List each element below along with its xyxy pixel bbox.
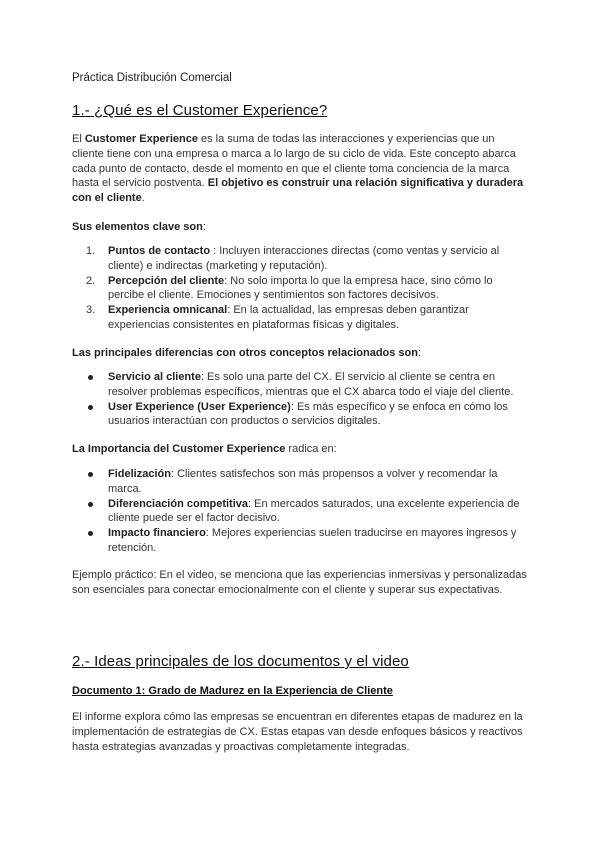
list-text: : En la actualidad, las empresas deben garantizar experiencias consistentes en plataformas físicas y digitales.: [108, 304, 469, 331]
intro-text-3: .: [141, 192, 145, 205]
list-term: Experiencia omnicanal: [108, 304, 228, 317]
section-2-title: 2.- Ideas principales de los documentos y el video: [72, 653, 409, 670]
bullet-icon: [88, 375, 93, 380]
list-item: [72, 526, 528, 556]
list-item: [72, 274, 528, 304]
differences-list: [72, 370, 528, 429]
list-item: [72, 303, 528, 333]
list-text: : En mercados saturados, una excelente experiencia de cliente puede ser el factor decisivo.: [108, 497, 520, 525]
importance-heading: [72, 442, 528, 457]
list-item: [72, 467, 528, 497]
intro-text-2: es la suma de todas las interacciones y experiencias que un cliente tiene con una empresa o marca a lo largo de su ciclo de vida. Este concepto abarca cada punto de contacto, desde el momento en que el cliente toma conciencia de la marca hasta el servicio postventa.: [72, 133, 516, 190]
list-term: Fidelización: [108, 468, 171, 480]
list-number: 1.: [86, 245, 96, 257]
practical-example: Ejemplo práctico: En el video, se menciona que las experiencias inmersivas y personalizadas son esenciales para conectar emocionalmente con el cliente y superar sus expectativas.: [72, 569, 527, 596]
list-term: Puntos de contacto: [108, 245, 211, 257]
list-item: [72, 370, 528, 400]
list-item: [72, 497, 528, 527]
bullet-icon: [88, 502, 93, 507]
bullet-icon: [88, 531, 93, 536]
elements-list: [72, 244, 528, 333]
list-term: Diferenciación competitiva: [108, 497, 248, 510]
intro-bold-objective: El objetivo es construir una relación significativa y duradera con el cliente: [72, 177, 524, 205]
differences-heading-colon: :: [418, 347, 422, 359]
intro-text-1: El: [72, 133, 85, 145]
document-1-title: Documento 1: Grado de Madurez en la Experiencia de Cliente: [72, 685, 393, 697]
list-text: : Incluyen interacciones directas (como ventas y servicio al cliente) e indirectas (marketing y reputación).: [108, 245, 500, 272]
list-item: [72, 400, 528, 430]
bullet-icon: [88, 405, 93, 410]
elements-heading: [72, 220, 528, 235]
elements-heading-colon: :: [202, 221, 206, 233]
list-text: : Clientes satisfechos son más propensos a volver y recomendar la marca.: [108, 468, 498, 495]
list-text: : Es más específico y se enfoca en cómo los usuarios interactúan con productos o servicios digitales.: [108, 400, 508, 428]
list-text: : No solo importa lo que la empresa hace, sino cómo lo percibe el cliente. Emociones y sentimientos son factores decisivos.: [108, 274, 493, 302]
section-1-intro: [72, 132, 528, 206]
bullet-icon: [88, 472, 93, 477]
document-header: Práctica Distribución Comercial: [72, 72, 232, 84]
list-text: : Mejores experiencias suelen traducirse en mayores ingresos y retención.: [108, 527, 517, 554]
elements-heading-text: Sus elementos clave son: [72, 221, 203, 233]
list-item: [72, 244, 528, 274]
list-term: Servicio al cliente: [108, 371, 201, 383]
intro-bold-term: Customer Experience: [84, 133, 198, 145]
list-number: 3.: [86, 304, 96, 317]
section-1-title: 1.- ¿Qué es el Customer Experience?: [72, 102, 328, 119]
list-term: User Experience (User Experience): [108, 400, 291, 413]
importance-heading-rest: radica en:: [285, 443, 337, 455]
list-term: Percepción del cliente: [108, 274, 225, 287]
list-number: 2.: [86, 274, 96, 287]
differences-heading-text: Las principales diferencias con otros conceptos relacionados son: [72, 347, 418, 359]
importance-heading-text: La Importancia del Customer Experience: [72, 443, 286, 455]
differences-heading: [72, 346, 528, 361]
document-1-text: El informe explora cómo las empresas se encuentran en diferentes etapas de madurez en la implementación de estrategias de CX. Estas etapas van desde enfoques básicos y reactivos hasta estrategias avanzadas y proactivas completamente integradas.: [72, 711, 523, 753]
list-text: : Es solo una parte del CX. El servicio al cliente se centra en resolver problemas específicos, mientras que el CX abarca todo el viaje del cliente.: [108, 371, 514, 398]
importance-list: [72, 467, 528, 556]
list-term: Impacto financiero: [108, 527, 206, 540]
